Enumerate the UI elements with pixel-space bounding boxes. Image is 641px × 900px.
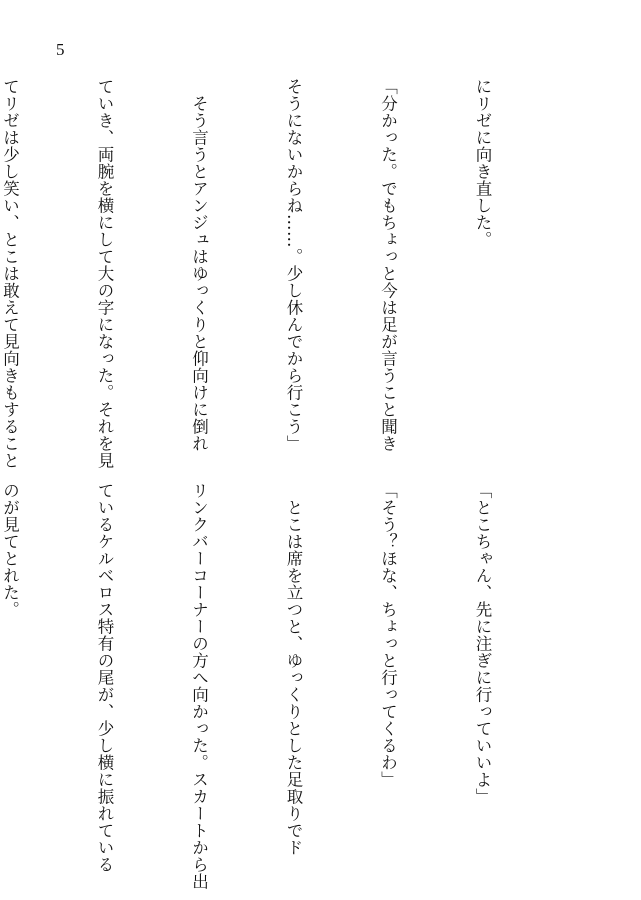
text-line: 「分かった。でもちょっと今は足が言うこと聞き: [378, 78, 398, 452]
text-line: そうにないからね……。少し休んでから行こう」: [284, 78, 303, 452]
text-line: てリゼは少し笑い、とこは敢えて見向きもすること: [0, 78, 20, 469]
text-line: そう言うとアンジュはゆっくりと仰向けに倒れ: [189, 78, 209, 452]
text-line: のが見てとれた。: [0, 482, 20, 618]
text-line: ているケルベロス特有の尾が、少し横に振れている: [95, 482, 114, 873]
text-line: にリゼに向き直した。: [473, 78, 492, 248]
lower-text-block: [0, 482, 561, 890]
text-line: とこは席を立つと、ゆっくりとした足取りでド: [284, 482, 303, 856]
text-line: 「とこちゃん、先に注ぎに行っていいよ」: [473, 482, 492, 805]
text-line: リンクバーコーナーの方へ向かった。スカートから出: [189, 482, 209, 890]
text-line: 「そう？ほな、ちょっと行ってくるわ」: [378, 482, 398, 788]
text-line: ていき、両腕を横にして大の字になった。それを見: [95, 78, 114, 469]
page-number: 5: [56, 40, 65, 59]
upper-text-block: [0, 78, 561, 469]
